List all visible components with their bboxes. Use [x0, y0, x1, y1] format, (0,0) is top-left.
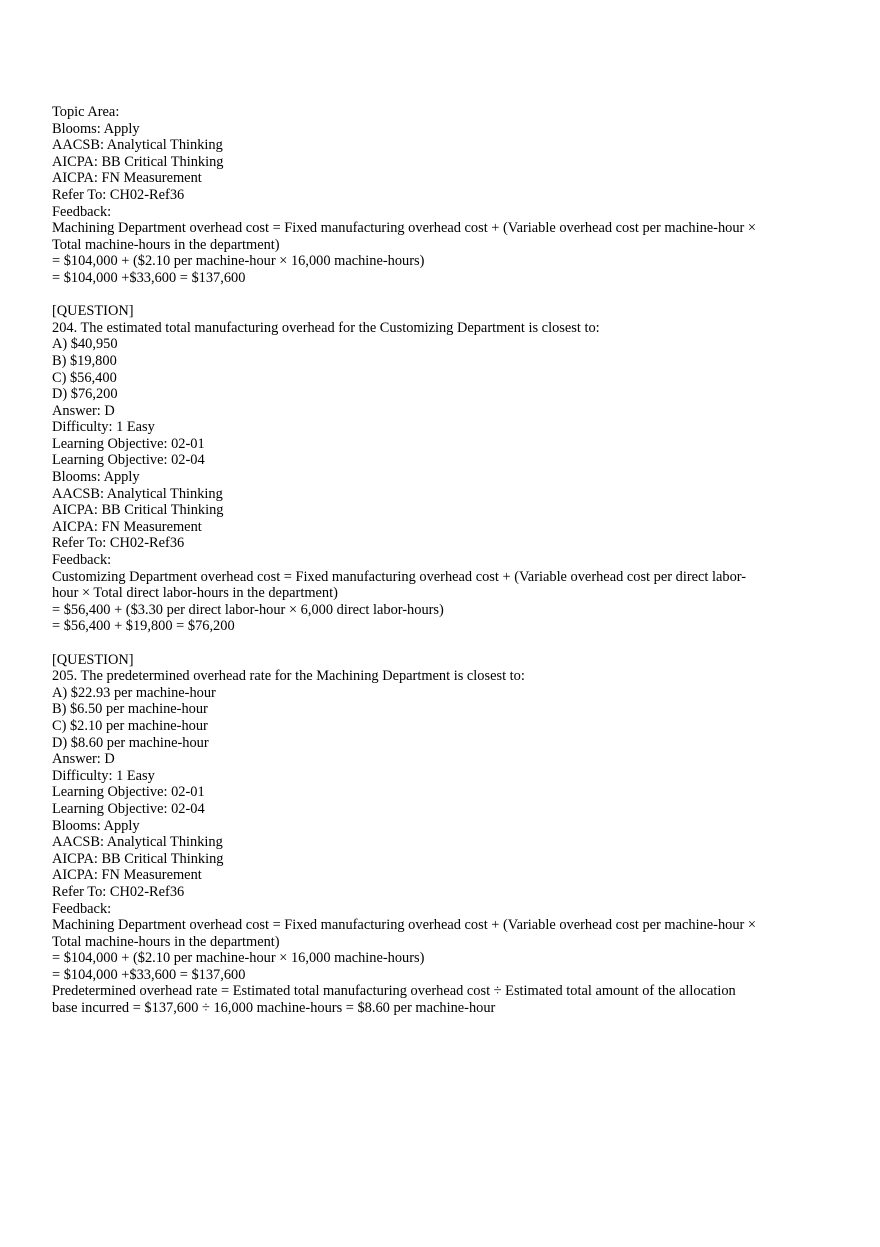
- feedback-line: = $104,000 + ($2.10 per machine-hour × 16,000 machine-hours): [52, 950, 425, 967]
- question-205: [52, 652, 782, 1017]
- learning-objective-line: Learning Objective: 02-01: [52, 435, 205, 452]
- spacer: [52, 287, 782, 304]
- aacsb-line: AACSB: Analytical Thinking: [52, 485, 223, 502]
- answer-option: B) $19,800: [52, 352, 117, 369]
- feedback-line: Total machine-hours in the department): [52, 933, 280, 950]
- aicpa-fn-line: AICPA: FN Measurement: [52, 170, 202, 187]
- aicpa-bb-line: AICPA: BB Critical Thinking: [52, 502, 224, 519]
- blooms-line: Blooms: Apply: [52, 817, 140, 834]
- answer-option: A) $22.93 per machine-hour: [52, 684, 216, 701]
- feedback-line: = $56,400 + ($3.30 per direct labor-hour × 6,000 direct labor-hours): [52, 601, 444, 618]
- document-page: [52, 104, 782, 1017]
- aacsb-line: AACSB: Analytical Thinking: [52, 137, 223, 154]
- answer-line: Answer: D: [52, 751, 115, 768]
- feedback-line: = $104,000 + ($2.10 per machine-hour × 16,000 machine-hours): [52, 253, 425, 270]
- question-text: 204. The estimated total manufacturing overhead for the Customizing Department is closest to:: [52, 319, 600, 336]
- blooms-line: Blooms: Apply: [52, 120, 140, 137]
- topic-area-line: Topic Area:: [52, 104, 120, 120]
- feedback-line: Total machine-hours in the department): [52, 236, 280, 253]
- learning-objective-line: Learning Objective: 02-04: [52, 452, 205, 469]
- feedback-line: Machining Department overhead cost = Fixed manufacturing overhead cost + (Variable overhead cost per machine-hour ×: [52, 917, 757, 934]
- aicpa-bb-line: AICPA: BB Critical Thinking: [52, 850, 224, 867]
- answer-option: A) $40,950: [52, 336, 118, 353]
- answer-option: D) $76,200: [52, 386, 118, 403]
- refer-to-line: Refer To: CH02-Ref36: [52, 535, 185, 552]
- question-text: 205. The predetermined overhead rate for the Machining Department is closest to:: [52, 668, 525, 685]
- answer-line: Answer: D: [52, 402, 115, 419]
- learning-objective-line: Learning Objective: 02-04: [52, 800, 205, 817]
- feedback-line: = $104,000 +$33,600 = $137,600: [52, 269, 246, 286]
- answer-option: B) $6.50 per machine-hour: [52, 701, 208, 718]
- feedback-line: = $104,000 +$33,600 = $137,600: [52, 966, 246, 983]
- question-204: [52, 303, 782, 635]
- feedback-line: base incurred = $137,600 ÷ 16,000 machine-hours = $8.60 per machine-hour: [52, 1000, 496, 1017]
- aicpa-bb-line: AICPA: BB Critical Thinking: [52, 153, 224, 170]
- refer-to-line: Refer To: CH02-Ref36: [52, 186, 185, 203]
- intro-section: [52, 104, 782, 287]
- feedback-line: Machining Department overhead cost = Fixed manufacturing overhead cost + (Variable overhead cost per machine-hour ×: [52, 220, 757, 237]
- question-tag: [QUESTION]: [52, 651, 134, 668]
- answer-option: C) $2.10 per machine-hour: [52, 717, 208, 734]
- answer-option: C) $56,400: [52, 369, 117, 386]
- aacsb-line: AACSB: Analytical Thinking: [52, 834, 223, 851]
- feedback-line: = $56,400 + $19,800 = $76,200: [52, 618, 235, 635]
- aicpa-fn-line: AICPA: FN Measurement: [52, 518, 202, 535]
- feedback-line: hour × Total direct labor-hours in the department): [52, 585, 338, 602]
- feedback-line: Customizing Department overhead cost = Fixed manufacturing overhead cost + (Variable overhead cost per direct labor-: [52, 568, 747, 585]
- learning-objective-line: Learning Objective: 02-01: [52, 784, 205, 801]
- feedback-label: Feedback:: [52, 900, 112, 917]
- answer-option: D) $8.60 per machine-hour: [52, 734, 209, 751]
- feedback-label: Feedback:: [52, 203, 112, 220]
- difficulty-line: Difficulty: 1 Easy: [52, 767, 155, 784]
- spacer: [52, 635, 782, 652]
- blooms-line: Blooms: Apply: [52, 469, 140, 486]
- refer-to-line: Refer To: CH02-Ref36: [52, 883, 185, 900]
- aicpa-fn-line: AICPA: FN Measurement: [52, 867, 202, 884]
- question-tag: [QUESTION]: [52, 303, 134, 320]
- feedback-line: Predetermined overhead rate = Estimated total manufacturing overhead cost ÷ Estimated total amount of the allocation: [52, 983, 736, 1000]
- difficulty-line: Difficulty: 1 Easy: [52, 419, 155, 436]
- feedback-label: Feedback:: [52, 552, 112, 569]
